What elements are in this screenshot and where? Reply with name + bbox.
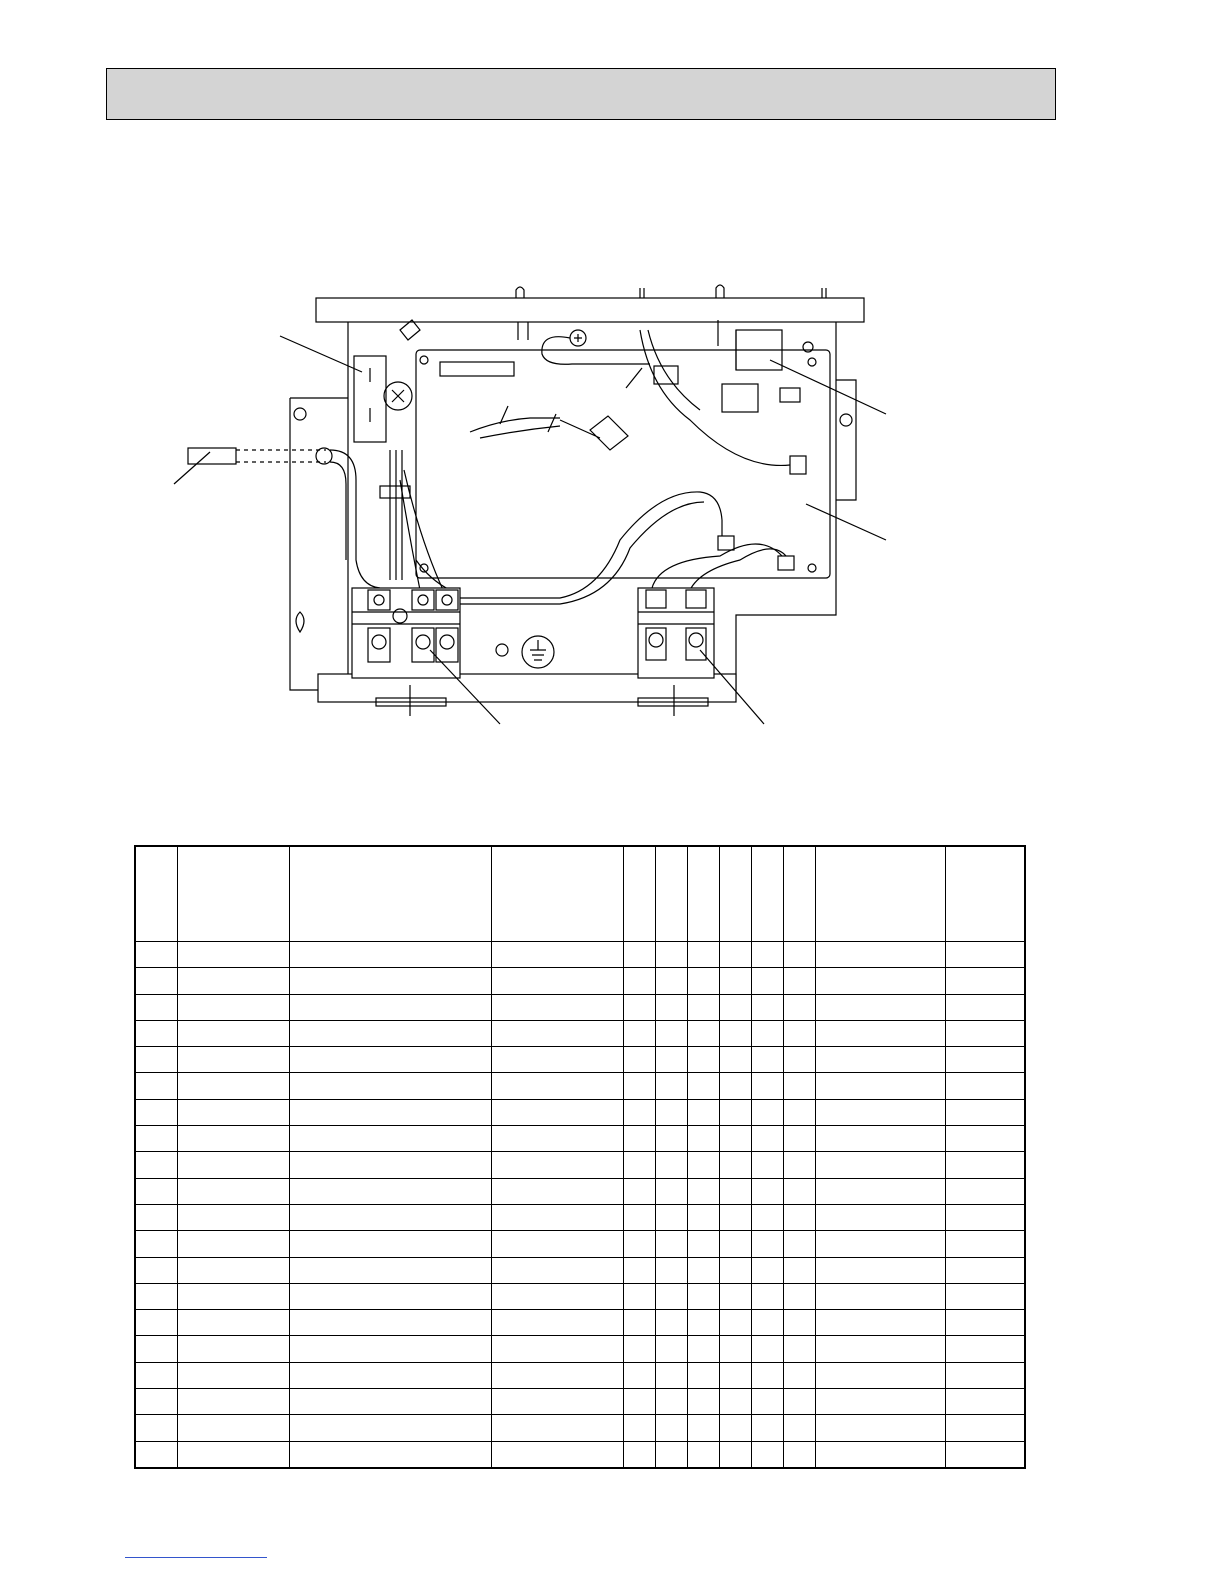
table-cell [945, 1178, 1025, 1204]
table-cell [289, 1310, 491, 1336]
table-cell [751, 1126, 783, 1152]
table-cell [623, 1047, 655, 1073]
table-cell [751, 968, 783, 994]
table-cell [783, 1047, 815, 1073]
table-cell [135, 942, 177, 968]
table-cell [783, 1415, 815, 1441]
table-cell [783, 1231, 815, 1257]
table-cell [177, 1073, 289, 1099]
table-cell [751, 942, 783, 968]
table-cell [623, 994, 655, 1020]
table-cell [655, 1047, 687, 1073]
table-cell [623, 1073, 655, 1099]
table-cell [491, 1283, 623, 1309]
table-cell [491, 1152, 623, 1178]
table-cell [687, 1441, 719, 1468]
table-row [135, 994, 1025, 1020]
table-cell [289, 1073, 491, 1099]
table-cell [655, 1441, 687, 1468]
table-cell [491, 1362, 623, 1388]
table-cell [491, 1415, 623, 1441]
table-cell [751, 1204, 783, 1230]
table-cell [623, 1126, 655, 1152]
col-header [945, 846, 1025, 942]
table-cell [177, 1283, 289, 1309]
table-cell [655, 1204, 687, 1230]
table-cell [491, 1073, 623, 1099]
table-cell [655, 1073, 687, 1099]
table-cell [623, 1204, 655, 1230]
table-cell [687, 1415, 719, 1441]
table-cell [687, 1178, 719, 1204]
table-cell [623, 1362, 655, 1388]
table-cell [945, 1204, 1025, 1230]
table-row [135, 1178, 1025, 1204]
table-cell [289, 1020, 491, 1046]
table-cell [687, 1389, 719, 1415]
table-cell [687, 968, 719, 994]
table-cell [491, 1257, 623, 1283]
col-header [655, 846, 687, 942]
table-cell [783, 1389, 815, 1415]
col-header [289, 846, 491, 942]
table-cell [783, 1204, 815, 1230]
footer-link[interactable] [125, 1557, 267, 1558]
table-cell [815, 1441, 945, 1468]
table-cell [815, 1099, 945, 1125]
table-cell [135, 1178, 177, 1204]
table-cell [945, 942, 1025, 968]
top-plate [316, 285, 864, 322]
table-cell [177, 1204, 289, 1230]
table-cell [815, 1231, 945, 1257]
table-cell [491, 1231, 623, 1257]
table-row [135, 1441, 1025, 1468]
table-cell [815, 1362, 945, 1388]
table-cell [719, 1257, 751, 1283]
table-cell [177, 1310, 289, 1336]
table-cell [815, 1204, 945, 1230]
table-row [135, 1336, 1025, 1362]
table-cell [945, 1389, 1025, 1415]
table-cell [289, 1283, 491, 1309]
table-cell [655, 1257, 687, 1283]
table-cell [289, 1257, 491, 1283]
table-cell [815, 942, 945, 968]
parts-table-body [135, 942, 1025, 1468]
noise-filter [354, 320, 528, 442]
table-cell [491, 942, 623, 968]
table-cell [783, 1310, 815, 1336]
table-cell [719, 1231, 751, 1257]
table-cell [719, 1389, 751, 1415]
table-cell [655, 1020, 687, 1046]
table-cell [783, 1152, 815, 1178]
table-cell [177, 1178, 289, 1204]
table-cell [135, 994, 177, 1020]
table-cell [289, 1152, 491, 1178]
parts-table [134, 845, 1026, 1469]
table-cell [177, 1020, 289, 1046]
table-cell [687, 1020, 719, 1046]
table-cell [719, 1020, 751, 1046]
table-cell [783, 1099, 815, 1125]
table-row [135, 1310, 1025, 1336]
table-row [135, 1073, 1025, 1099]
table-cell [751, 1047, 783, 1073]
table-cell [655, 942, 687, 968]
col-header [783, 846, 815, 942]
table-cell [135, 968, 177, 994]
table-cell [655, 1415, 687, 1441]
table-cell [719, 1204, 751, 1230]
table-cell [719, 1178, 751, 1204]
table-cell [135, 1415, 177, 1441]
table-cell [655, 1231, 687, 1257]
table-cell [945, 1073, 1025, 1099]
table-cell [815, 1257, 945, 1283]
table-cell [687, 1362, 719, 1388]
table-cell [655, 1362, 687, 1388]
table-cell [135, 1231, 177, 1257]
table-cell [655, 1178, 687, 1204]
table-cell [491, 1020, 623, 1046]
table-cell [719, 1441, 751, 1468]
table-row [135, 1020, 1025, 1046]
table-cell [177, 1099, 289, 1125]
table-cell [945, 1099, 1025, 1125]
table-row [135, 1257, 1025, 1283]
table-cell [687, 942, 719, 968]
table-cell [623, 1099, 655, 1125]
table-cell [719, 1336, 751, 1362]
table-row [135, 942, 1025, 968]
col-header [815, 846, 945, 942]
table-cell [177, 1126, 289, 1152]
table-cell [751, 1441, 783, 1468]
table-cell [783, 1178, 815, 1204]
table-cell [945, 1283, 1025, 1309]
table-cell [751, 1178, 783, 1204]
col-header [719, 846, 751, 942]
leader-pcb [806, 504, 886, 540]
table-cell [783, 1020, 815, 1046]
electrical-box-diagram [0, 0, 1225, 760]
leader-relay [770, 360, 886, 414]
table-cell [135, 1441, 177, 1468]
col-header [177, 846, 289, 942]
table-cell [623, 1389, 655, 1415]
table-cell [783, 1362, 815, 1388]
table-cell [751, 1283, 783, 1309]
table-cell [687, 1336, 719, 1362]
table-cell [491, 1126, 623, 1152]
table-cell [655, 1126, 687, 1152]
table-cell [289, 1099, 491, 1125]
table-cell [945, 1231, 1025, 1257]
table-cell [623, 1336, 655, 1362]
table-cell [623, 1231, 655, 1257]
table-cell [945, 994, 1025, 1020]
table-cell [289, 994, 491, 1020]
table-cell [719, 1073, 751, 1099]
table-cell [491, 1389, 623, 1415]
table-cell [815, 1283, 945, 1309]
table-cell [289, 1336, 491, 1362]
table-cell [491, 1178, 623, 1204]
table-cell [751, 1152, 783, 1178]
thermistor [188, 448, 380, 588]
table-cell [289, 1178, 491, 1204]
table-cell [177, 1389, 289, 1415]
table-cell [655, 1283, 687, 1309]
table-cell [289, 968, 491, 994]
table-row [135, 1231, 1025, 1257]
table-cell [687, 1283, 719, 1309]
table-cell [177, 994, 289, 1020]
table-row [135, 1047, 1025, 1073]
table-cell [945, 1126, 1025, 1152]
table-cell [289, 1415, 491, 1441]
table-cell [135, 1362, 177, 1388]
table-cell [945, 1047, 1025, 1073]
table-cell [945, 1362, 1025, 1388]
table-cell [623, 1441, 655, 1468]
control-pcb [416, 320, 830, 578]
table-cell [751, 1020, 783, 1046]
table-cell [815, 1336, 945, 1362]
table-cell [289, 942, 491, 968]
table-cell [945, 1336, 1025, 1362]
col-header [135, 846, 177, 942]
table-cell [751, 1099, 783, 1125]
table-cell [945, 1415, 1025, 1441]
table-cell [655, 1310, 687, 1336]
table-cell [289, 1047, 491, 1073]
table-cell [945, 968, 1025, 994]
table-cell [135, 1152, 177, 1178]
table-cell [623, 1283, 655, 1309]
table-cell [623, 1020, 655, 1046]
table-cell [135, 1099, 177, 1125]
leader-noise-filter [280, 336, 362, 372]
table-cell [719, 942, 751, 968]
table-cell [945, 1020, 1025, 1046]
table-cell [719, 1415, 751, 1441]
table-cell [135, 1047, 177, 1073]
table-cell [177, 968, 289, 994]
table-cell [135, 1310, 177, 1336]
table-cell [687, 1257, 719, 1283]
table-cell [491, 1204, 623, 1230]
table-cell [719, 968, 751, 994]
col-header [623, 846, 655, 942]
table-cell [945, 1441, 1025, 1468]
table-cell [491, 1441, 623, 1468]
table-cell [177, 1336, 289, 1362]
table-cell [289, 1362, 491, 1388]
table-cell [783, 968, 815, 994]
table-cell [289, 1389, 491, 1415]
table-cell [687, 1231, 719, 1257]
table-cell [815, 1047, 945, 1073]
table-row [135, 1389, 1025, 1415]
table-cell [815, 1178, 945, 1204]
table-cell [289, 1126, 491, 1152]
table-cell [687, 994, 719, 1020]
table-row [135, 1126, 1025, 1152]
table-cell [719, 1283, 751, 1309]
table-cell [177, 1441, 289, 1468]
table-cell [719, 994, 751, 1020]
table-cell [719, 1099, 751, 1125]
table-cell [177, 1152, 289, 1178]
table-cell [491, 994, 623, 1020]
table-row [135, 1415, 1025, 1441]
table-cell [623, 1152, 655, 1178]
table-cell [719, 1310, 751, 1336]
earth-terminal [496, 636, 554, 668]
table-cell [751, 1389, 783, 1415]
table-cell [655, 994, 687, 1020]
table-cell [815, 994, 945, 1020]
table-cell [135, 1204, 177, 1230]
table-cell [289, 1441, 491, 1468]
table-cell [783, 1073, 815, 1099]
table-cell [687, 1152, 719, 1178]
table-cell [751, 1310, 783, 1336]
col-header [491, 846, 623, 942]
table-cell [783, 994, 815, 1020]
table-cell [491, 1047, 623, 1073]
table-cell [491, 1310, 623, 1336]
table-cell [751, 1073, 783, 1099]
table-row [135, 1362, 1025, 1388]
table-cell [783, 1336, 815, 1362]
table-cell [177, 942, 289, 968]
table-cell [719, 1152, 751, 1178]
table-cell [135, 1073, 177, 1099]
table-row [135, 1099, 1025, 1125]
table-cell [815, 1126, 945, 1152]
table-cell [815, 1310, 945, 1336]
table-cell [655, 1336, 687, 1362]
table-cell [491, 1099, 623, 1125]
table-cell [945, 1310, 1025, 1336]
table-cell [135, 1389, 177, 1415]
table-cell [623, 1310, 655, 1336]
table-cell [623, 1178, 655, 1204]
table-cell [177, 1231, 289, 1257]
table-cell [655, 968, 687, 994]
table-row [135, 1152, 1025, 1178]
table-row [135, 1204, 1025, 1230]
table-cell [945, 1152, 1025, 1178]
table-cell [815, 968, 945, 994]
table-cell [687, 1073, 719, 1099]
table-cell [815, 1152, 945, 1178]
table-cell [289, 1231, 491, 1257]
table-row [135, 968, 1025, 994]
table-cell [815, 1415, 945, 1441]
table-cell [491, 968, 623, 994]
table-cell [783, 1126, 815, 1152]
table-cell [135, 1126, 177, 1152]
table-cell [783, 942, 815, 968]
table-row [135, 1283, 1025, 1309]
table-cell [687, 1126, 719, 1152]
wiring [380, 330, 790, 604]
col-header [687, 846, 719, 942]
table-cell [623, 1257, 655, 1283]
table-cell [177, 1257, 289, 1283]
terminal-block-remote [638, 588, 714, 678]
table-cell [815, 1389, 945, 1415]
table-cell [719, 1362, 751, 1388]
table-cell [815, 1020, 945, 1046]
table-cell [687, 1204, 719, 1230]
table-cell [289, 1204, 491, 1230]
table-cell [751, 1257, 783, 1283]
parts-table-header [135, 846, 1025, 942]
table-cell [623, 968, 655, 994]
table-cell [751, 1415, 783, 1441]
table-cell [719, 1047, 751, 1073]
table-cell [623, 1415, 655, 1441]
table-cell [135, 1257, 177, 1283]
table-cell [491, 1336, 623, 1362]
table-cell [783, 1283, 815, 1309]
table-cell [177, 1415, 289, 1441]
table-cell [655, 1099, 687, 1125]
table-cell [751, 1336, 783, 1362]
table-cell [135, 1336, 177, 1362]
table-cell [177, 1362, 289, 1388]
table-cell [783, 1441, 815, 1468]
table-cell [751, 1231, 783, 1257]
table-cell [751, 994, 783, 1020]
table-cell [751, 1362, 783, 1388]
table-cell [687, 1310, 719, 1336]
table-cell [815, 1073, 945, 1099]
table-cell [687, 1099, 719, 1125]
table-cell [655, 1152, 687, 1178]
table-cell [177, 1047, 289, 1073]
table-cell [687, 1047, 719, 1073]
table-cell [135, 1283, 177, 1309]
table-cell [783, 1257, 815, 1283]
col-header [751, 846, 783, 942]
table-cell [623, 942, 655, 968]
table-cell [135, 1020, 177, 1046]
table-cell [945, 1257, 1025, 1283]
table-cell [719, 1126, 751, 1152]
table-cell [655, 1389, 687, 1415]
